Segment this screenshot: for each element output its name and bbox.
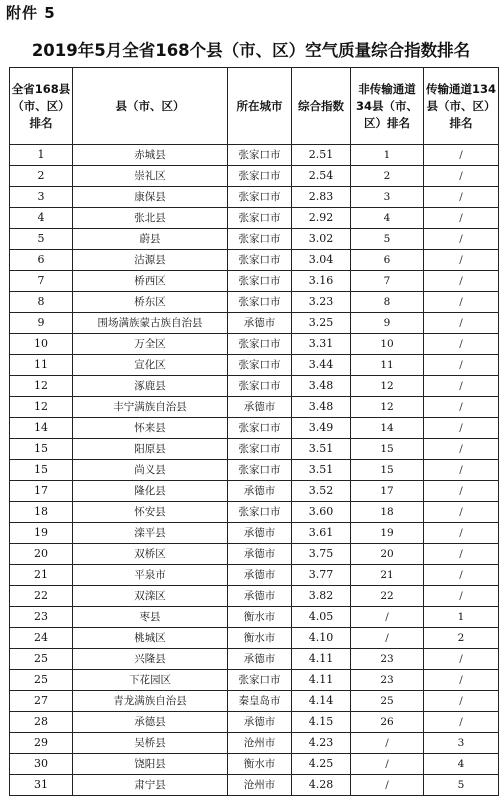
city-cell: 张家口市 xyxy=(228,229,292,250)
city-cell: 张家口市 xyxy=(228,355,292,376)
page-title: 2019年5月全省168个县（市、区）空气质量综合指数排名 xyxy=(31,41,471,60)
transport-rank-cell: 4 xyxy=(424,754,499,775)
transport-rank-cell: / xyxy=(424,418,499,439)
index-cell: 3.75 xyxy=(292,544,351,565)
non-transport-rank-cell: 11 xyxy=(351,355,424,376)
city-cell: 承德市 xyxy=(228,523,292,544)
county-cell: 怀来县 xyxy=(73,418,228,439)
index-cell: 3.04 xyxy=(292,250,351,271)
table-row xyxy=(10,565,499,586)
non-transport-rank-cell: 7 xyxy=(351,271,424,292)
table-header-row xyxy=(10,68,499,145)
county-cell: 下花园区 xyxy=(73,670,228,691)
table-row xyxy=(10,439,499,460)
county-cell: 宣化区 xyxy=(73,355,228,376)
transport-rank-cell: 5 xyxy=(424,775,499,796)
city-cell: 张家口市 xyxy=(228,334,292,355)
index-cell: 2.83 xyxy=(292,187,351,208)
transport-rank-cell: / xyxy=(424,523,499,544)
county-cell: 桃城区 xyxy=(73,628,228,649)
rank-cell: 2 xyxy=(10,166,73,187)
transport-rank-cell: / xyxy=(424,208,499,229)
non-transport-rank-cell: / xyxy=(351,733,424,754)
rank-cell: 28 xyxy=(10,712,73,733)
city-cell: 承德市 xyxy=(228,565,292,586)
table-row xyxy=(10,334,499,355)
non-transport-rank-cell: 4 xyxy=(351,208,424,229)
non-transport-rank-cell: / xyxy=(351,754,424,775)
city-cell: 张家口市 xyxy=(228,292,292,313)
col-header-city: 所在城市 xyxy=(228,68,292,145)
table-row xyxy=(10,649,499,670)
rank-cell: 23 xyxy=(10,607,73,628)
transport-rank-cell: 2 xyxy=(424,628,499,649)
transport-rank-cell: / xyxy=(424,460,499,481)
attachment-label: 附件 5 xyxy=(6,4,56,22)
transport-rank-cell: / xyxy=(424,292,499,313)
county-cell: 康保县 xyxy=(73,187,228,208)
rank-cell: 31 xyxy=(10,775,73,796)
rank-cell: 4 xyxy=(10,208,73,229)
table-row xyxy=(10,523,499,544)
rank-cell: 24 xyxy=(10,628,73,649)
rank-cell: 19 xyxy=(10,523,73,544)
non-transport-rank-cell: 8 xyxy=(351,292,424,313)
city-cell: 张家口市 xyxy=(228,166,292,187)
index-cell: 4.14 xyxy=(292,691,351,712)
county-cell: 隆化县 xyxy=(73,481,228,502)
index-cell: 2.51 xyxy=(292,145,351,166)
rank-cell: 9 xyxy=(10,313,73,334)
city-cell: 张家口市 xyxy=(228,460,292,481)
non-transport-rank-cell: 10 xyxy=(351,334,424,355)
non-transport-rank-cell: 19 xyxy=(351,523,424,544)
transport-rank-cell: / xyxy=(424,145,499,166)
rank-cell: 15 xyxy=(10,439,73,460)
rank-cell: 29 xyxy=(10,733,73,754)
transport-rank-cell: / xyxy=(424,355,499,376)
transport-rank-cell: / xyxy=(424,565,499,586)
table-row xyxy=(10,250,499,271)
index-cell: 2.92 xyxy=(292,208,351,229)
table-row xyxy=(10,460,499,481)
non-transport-rank-cell: 22 xyxy=(351,586,424,607)
index-cell: 3.23 xyxy=(292,292,351,313)
index-cell: 3.60 xyxy=(292,502,351,523)
index-cell: 4.28 xyxy=(292,775,351,796)
rank-cell: 22 xyxy=(10,586,73,607)
city-cell: 张家口市 xyxy=(228,208,292,229)
index-cell: 4.23 xyxy=(292,733,351,754)
city-cell: 张家口市 xyxy=(228,439,292,460)
transport-rank-cell: / xyxy=(424,544,499,565)
county-cell: 尚义县 xyxy=(73,460,228,481)
table-row xyxy=(10,586,499,607)
transport-rank-cell: / xyxy=(424,502,499,523)
transport-rank-cell: / xyxy=(424,670,499,691)
table-row xyxy=(10,628,499,649)
transport-rank-cell: / xyxy=(424,376,499,397)
rank-cell: 21 xyxy=(10,565,73,586)
table-row xyxy=(10,754,499,775)
non-transport-rank-cell: 9 xyxy=(351,313,424,334)
city-cell: 衡水市 xyxy=(228,607,292,628)
city-cell: 张家口市 xyxy=(228,418,292,439)
transport-rank-cell: / xyxy=(424,271,499,292)
rank-cell: 25 xyxy=(10,670,73,691)
table-row xyxy=(10,733,499,754)
table-body xyxy=(10,145,499,796)
non-transport-rank-cell: 20 xyxy=(351,544,424,565)
city-cell: 张家口市 xyxy=(228,187,292,208)
rank-cell: 27 xyxy=(10,691,73,712)
county-cell: 双桥区 xyxy=(73,544,228,565)
county-cell: 赤城县 xyxy=(73,145,228,166)
index-cell: 3.02 xyxy=(292,229,351,250)
rank-cell: 5 xyxy=(10,229,73,250)
county-cell: 万全区 xyxy=(73,334,228,355)
county-cell: 兴隆县 xyxy=(73,649,228,670)
transport-rank-cell: / xyxy=(424,649,499,670)
non-transport-rank-cell: 5 xyxy=(351,229,424,250)
transport-rank-cell: / xyxy=(424,334,499,355)
index-cell: 4.25 xyxy=(292,754,351,775)
transport-rank-cell: / xyxy=(424,166,499,187)
rank-cell: 8 xyxy=(10,292,73,313)
city-cell: 承德市 xyxy=(228,313,292,334)
index-cell: 3.61 xyxy=(292,523,351,544)
rank-cell: 10 xyxy=(10,334,73,355)
non-transport-rank-cell: 21 xyxy=(351,565,424,586)
rank-cell: 12 xyxy=(10,376,73,397)
rank-cell: 11 xyxy=(10,355,73,376)
county-cell: 滦平县 xyxy=(73,523,228,544)
transport-rank-cell: / xyxy=(424,712,499,733)
non-transport-rank-cell: 2 xyxy=(351,166,424,187)
index-cell: 3.25 xyxy=(292,313,351,334)
county-cell: 沽源县 xyxy=(73,250,228,271)
table-row xyxy=(10,313,499,334)
city-cell: 衡水市 xyxy=(228,628,292,649)
table-row xyxy=(10,208,499,229)
index-cell: 4.05 xyxy=(292,607,351,628)
rank-cell: 20 xyxy=(10,544,73,565)
transport-rank-cell: / xyxy=(424,187,499,208)
city-cell: 承德市 xyxy=(228,586,292,607)
rank-cell: 30 xyxy=(10,754,73,775)
city-cell: 承德市 xyxy=(228,544,292,565)
city-cell: 沧州市 xyxy=(228,775,292,796)
transport-rank-cell: 1 xyxy=(424,607,499,628)
index-cell: 3.48 xyxy=(292,376,351,397)
county-cell: 崇礼区 xyxy=(73,166,228,187)
city-cell: 张家口市 xyxy=(228,271,292,292)
transport-rank-cell: / xyxy=(424,481,499,502)
index-cell: 4.11 xyxy=(292,670,351,691)
index-cell: 3.31 xyxy=(292,334,351,355)
index-cell: 3.51 xyxy=(292,439,351,460)
table-row xyxy=(10,376,499,397)
table-row xyxy=(10,481,499,502)
transport-rank-cell: / xyxy=(424,229,499,250)
city-cell: 张家口市 xyxy=(228,502,292,523)
rank-cell: 6 xyxy=(10,250,73,271)
non-transport-rank-cell: / xyxy=(351,607,424,628)
city-cell: 沧州市 xyxy=(228,733,292,754)
city-cell: 承德市 xyxy=(228,712,292,733)
col-header-county: 县（市、区） xyxy=(73,68,228,145)
ranking-table xyxy=(9,67,499,796)
index-cell: 3.82 xyxy=(292,586,351,607)
non-transport-rank-cell: 15 xyxy=(351,460,424,481)
rank-cell: 15 xyxy=(10,460,73,481)
county-cell: 涿鹿县 xyxy=(73,376,228,397)
table-row xyxy=(10,271,499,292)
index-cell: 4.11 xyxy=(292,649,351,670)
table-row xyxy=(10,397,499,418)
non-transport-rank-cell: / xyxy=(351,628,424,649)
table-row xyxy=(10,502,499,523)
transport-rank-cell: / xyxy=(424,586,499,607)
non-transport-rank-cell: 25 xyxy=(351,691,424,712)
county-cell: 吴桥县 xyxy=(73,733,228,754)
rank-cell: 7 xyxy=(10,271,73,292)
table-row xyxy=(10,145,499,166)
transport-rank-cell: / xyxy=(424,439,499,460)
table-row xyxy=(10,775,499,796)
county-cell: 张北县 xyxy=(73,208,228,229)
non-transport-rank-cell: 26 xyxy=(351,712,424,733)
county-cell: 丰宁满族自治县 xyxy=(73,397,228,418)
table-row xyxy=(10,166,499,187)
index-cell: 3.52 xyxy=(292,481,351,502)
index-cell: 3.77 xyxy=(292,565,351,586)
city-cell: 张家口市 xyxy=(228,145,292,166)
rank-cell: 3 xyxy=(10,187,73,208)
non-transport-rank-cell: 17 xyxy=(351,481,424,502)
city-cell: 承德市 xyxy=(228,649,292,670)
county-cell: 承德县 xyxy=(73,712,228,733)
index-cell: 3.49 xyxy=(292,418,351,439)
col-header-province-rank: 全省168县（市、区）排名 xyxy=(10,68,73,145)
city-cell: 张家口市 xyxy=(228,376,292,397)
county-cell: 桥西区 xyxy=(73,271,228,292)
index-cell: 4.10 xyxy=(292,628,351,649)
transport-rank-cell: / xyxy=(424,250,499,271)
col-header-index: 综合指数 xyxy=(292,68,351,145)
rank-cell: 12 xyxy=(10,397,73,418)
index-cell: 3.16 xyxy=(292,271,351,292)
transport-rank-cell: / xyxy=(424,691,499,712)
rank-cell: 17 xyxy=(10,481,73,502)
city-cell: 承德市 xyxy=(228,397,292,418)
rank-cell: 14 xyxy=(10,418,73,439)
non-transport-rank-cell: 23 xyxy=(351,670,424,691)
city-cell: 承德市 xyxy=(228,481,292,502)
index-cell: 3.51 xyxy=(292,460,351,481)
non-transport-rank-cell: 12 xyxy=(351,376,424,397)
rank-cell: 1 xyxy=(10,145,73,166)
county-cell: 双滦区 xyxy=(73,586,228,607)
table-row xyxy=(10,292,499,313)
table-row xyxy=(10,691,499,712)
non-transport-rank-cell: 23 xyxy=(351,649,424,670)
col-header-transport-rank: 传输通道134县（市、区）排名 xyxy=(424,68,499,145)
non-transport-rank-cell: 18 xyxy=(351,502,424,523)
table-row xyxy=(10,418,499,439)
city-cell: 秦皇岛市 xyxy=(228,691,292,712)
table-row xyxy=(10,187,499,208)
county-cell: 平泉市 xyxy=(73,565,228,586)
county-cell: 桥东区 xyxy=(73,292,228,313)
rank-cell: 25 xyxy=(10,649,73,670)
index-cell: 3.48 xyxy=(292,397,351,418)
city-cell: 张家口市 xyxy=(228,670,292,691)
col-header-non-transport-rank: 非传输通道34县（市、区）排名 xyxy=(351,68,424,145)
city-cell: 张家口市 xyxy=(228,250,292,271)
county-cell: 围场满族蒙古族自治县 xyxy=(73,313,228,334)
city-cell: 衡水市 xyxy=(228,754,292,775)
non-transport-rank-cell: 6 xyxy=(351,250,424,271)
county-cell: 枣县 xyxy=(73,607,228,628)
county-cell: 蔚县 xyxy=(73,229,228,250)
transport-rank-cell: 3 xyxy=(424,733,499,754)
table-row xyxy=(10,607,499,628)
index-cell: 4.15 xyxy=(292,712,351,733)
non-transport-rank-cell: 12 xyxy=(351,397,424,418)
non-transport-rank-cell: 3 xyxy=(351,187,424,208)
table-row xyxy=(10,670,499,691)
county-cell: 青龙满族自治县 xyxy=(73,691,228,712)
rank-cell: 18 xyxy=(10,502,73,523)
transport-rank-cell: / xyxy=(424,397,499,418)
table-row xyxy=(10,229,499,250)
county-cell: 阳原县 xyxy=(73,439,228,460)
table-row xyxy=(10,544,499,565)
county-cell: 肃宁县 xyxy=(73,775,228,796)
transport-rank-cell: / xyxy=(424,313,499,334)
index-cell: 2.54 xyxy=(292,166,351,187)
county-cell: 怀安县 xyxy=(73,502,228,523)
table-row xyxy=(10,355,499,376)
non-transport-rank-cell: 14 xyxy=(351,418,424,439)
county-cell: 饶阳县 xyxy=(73,754,228,775)
non-transport-rank-cell: 1 xyxy=(351,145,424,166)
table-row xyxy=(10,712,499,733)
non-transport-rank-cell: / xyxy=(351,775,424,796)
index-cell: 3.44 xyxy=(292,355,351,376)
non-transport-rank-cell: 15 xyxy=(351,439,424,460)
